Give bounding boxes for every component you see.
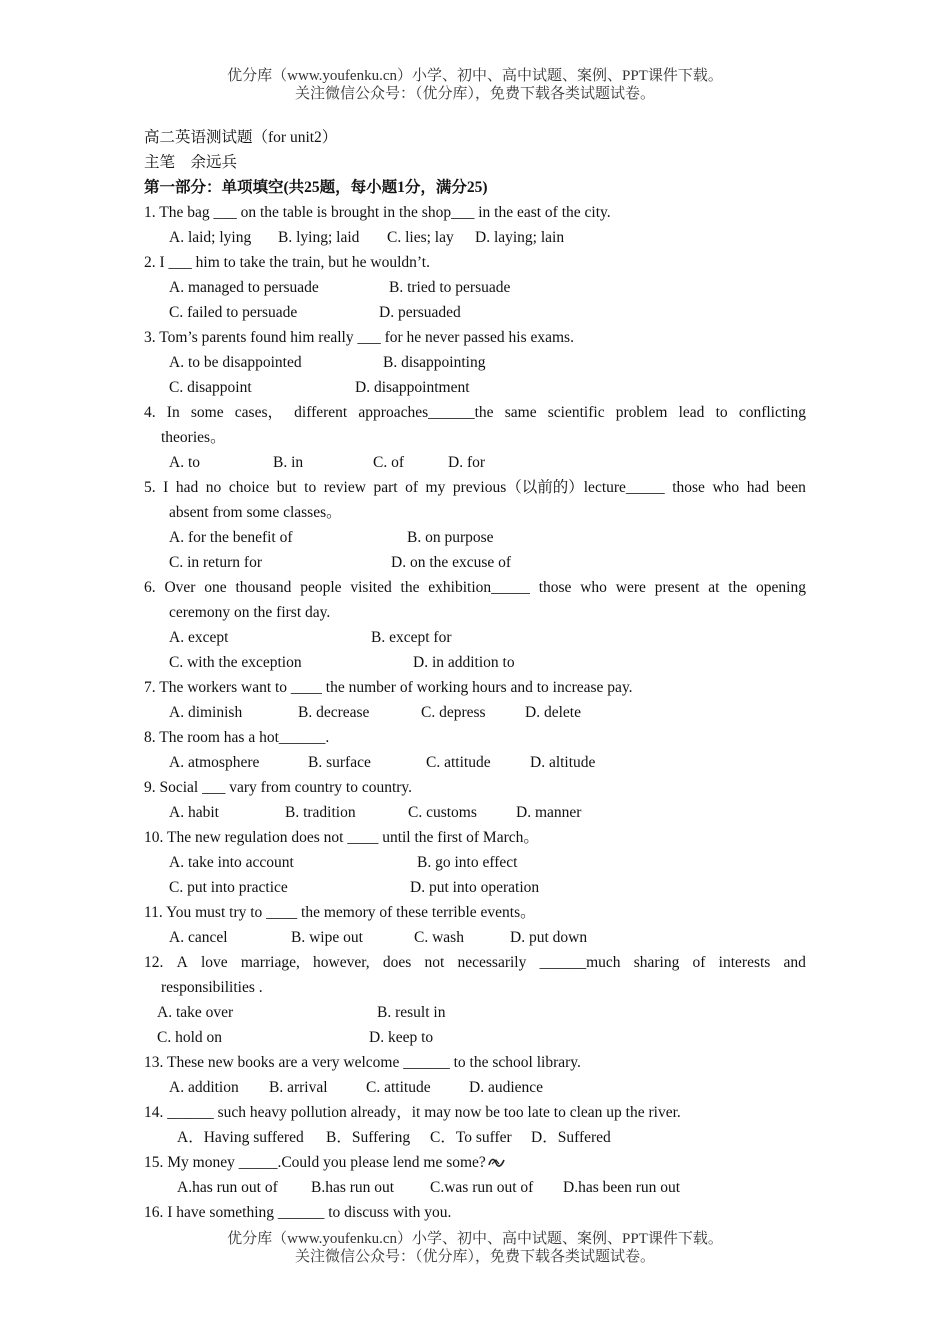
word: In — [166, 404, 180, 421]
option-b: B. tried to persuade — [389, 279, 511, 296]
option-a: A. laid; lying — [169, 229, 252, 246]
question-5-line-1 — [144, 475, 806, 500]
question-5-line-2: absent from some classes。 — [169, 504, 342, 521]
word: my — [425, 479, 446, 496]
option-b: B. surface — [308, 754, 371, 771]
word: no — [205, 479, 222, 496]
option-c: C. lies; lay — [387, 229, 454, 246]
page-header — [0, 67, 950, 103]
question-5-options-row-2 — [144, 550, 806, 575]
word: lead — [678, 404, 705, 421]
option-a: A. atmosphere — [169, 754, 260, 771]
word: exhibition_____ — [428, 579, 530, 596]
question-4-line-2: theories。 — [161, 429, 226, 446]
option-d: D. keep to — [369, 1029, 434, 1046]
question-15-text: 15. My money _____.Could you please lend me some? — [144, 1154, 486, 1171]
question-2: 2. I ___ him to take the train, but he wouldn’t. — [144, 254, 430, 271]
option-a: A. take over — [157, 1004, 234, 1021]
word: 5. — [144, 479, 156, 496]
option-c: C. hold on — [157, 1029, 223, 1046]
word: 4. — [144, 404, 156, 421]
word: of — [692, 954, 706, 971]
option-b: B. go into effect — [417, 854, 518, 871]
word: people — [300, 579, 342, 596]
question-11: 11. You must try to ____ the memory of these terrible events。 — [144, 904, 536, 921]
word: one — [204, 579, 227, 596]
option-d: D．Suffered — [531, 1129, 611, 1146]
question-1-options — [144, 225, 806, 250]
question-1: 1. The bag ___ on the table is brought in the shop___ in the east of the city. — [144, 204, 611, 221]
question-10-options-row-1 — [144, 850, 806, 875]
option-b: B. arrival — [269, 1079, 328, 1096]
document-body — [144, 125, 806, 1225]
question-6-options-row-1 — [144, 625, 806, 650]
option-d: D. laying; lain — [475, 229, 565, 246]
question-13-options — [144, 1075, 806, 1100]
word: necessarily — [457, 954, 527, 971]
word: the — [400, 579, 420, 596]
option-a: A. habit — [169, 804, 219, 821]
word: previous（以前的）lecture_____ — [452, 479, 665, 496]
footer-line-1: 优分库（www.youfenku.cn）小学、初中、高中试题、案例、PPT课件下载。 — [227, 1231, 723, 1247]
option-c: C. attitude — [366, 1079, 431, 1096]
word: were — [615, 579, 646, 596]
option-a: A. for the benefit of — [169, 529, 293, 546]
word: conflicting — [738, 404, 806, 421]
word: marriage, — [240, 954, 300, 971]
option-c: C.was run out of — [430, 1179, 534, 1196]
word: choice — [228, 479, 270, 496]
word: love — [200, 954, 228, 971]
doc-title: 高二英语测试题（for unit2） — [144, 129, 338, 146]
option-c: C. failed to persuade — [169, 304, 298, 321]
word: had — [175, 479, 199, 496]
word: interests — [718, 954, 771, 971]
option-a: A. cancel — [169, 929, 228, 946]
option-b: B. result in — [377, 1004, 446, 1021]
question-12-options-row-1 — [144, 1000, 806, 1025]
option-b: B. except for — [371, 629, 452, 646]
option-d: D. put into operation — [410, 879, 540, 896]
option-d: D. delete — [525, 704, 581, 721]
question-10: 10. The new regulation does not ____ until the first of March。 — [144, 829, 539, 846]
option-d: D. disappointment — [355, 379, 470, 396]
question-12-line-2: responsibilities . — [161, 979, 263, 996]
option-b: B. in — [273, 454, 304, 471]
option-c: C. depress — [421, 704, 486, 721]
question-15 — [144, 1150, 806, 1175]
word: cases， — [234, 404, 283, 421]
question-3-options-row-2 — [144, 375, 806, 400]
word: same — [504, 404, 537, 421]
word: 6. — [144, 579, 156, 596]
word: I — [163, 479, 169, 496]
header-line-1: 优分库（www.youfenku.cn）小学、初中、高中试题、案例、PPT课件下载。 — [227, 68, 723, 84]
option-b: B. wipe out — [291, 929, 363, 946]
option-a: A．Having suffered — [177, 1129, 304, 1146]
option-a: A.has run out of — [177, 1179, 278, 1196]
word: those — [538, 579, 572, 596]
option-d: D. on the excuse of — [391, 554, 512, 571]
option-b: B. tradition — [285, 804, 356, 821]
word: who — [580, 579, 607, 596]
question-6-options-row-2 — [144, 650, 806, 675]
question-4-options — [144, 450, 806, 475]
word: does — [382, 954, 412, 971]
word: thousand — [235, 579, 292, 596]
option-c: C. wash — [414, 929, 464, 946]
question-14-options — [144, 1125, 806, 1150]
doc-author: 主笔 余远兵 — [144, 154, 238, 171]
word: of — [405, 479, 418, 496]
option-b: B. disappointing — [383, 354, 486, 371]
question-7: 7. The workers want to ____ the number of working hours and to increase pay. — [144, 679, 633, 696]
word: those — [672, 479, 705, 496]
option-c: C. with the exception — [169, 654, 302, 671]
option-d: D. manner — [516, 804, 582, 821]
option-a: A. to be disappointed — [169, 354, 302, 371]
option-c: C．To suffer — [430, 1129, 512, 1146]
word: the — [728, 579, 748, 596]
question-9-options — [144, 800, 806, 825]
word: some — [190, 404, 224, 421]
option-b: B.has run out — [311, 1179, 395, 1196]
option-d: D.has been run out — [563, 1179, 681, 1196]
scribble-icon — [488, 1151, 506, 1176]
question-12-line-1 — [144, 950, 806, 975]
question-10-options-row-2 — [144, 875, 806, 900]
word: ______much — [539, 954, 621, 971]
option-a: A. managed to persuade — [169, 279, 319, 296]
word: problem — [615, 404, 668, 421]
option-d: D. put down — [510, 929, 588, 946]
option-a: A. addition — [169, 1079, 239, 1096]
question-5-options-row-1 — [144, 525, 806, 550]
word: who — [712, 479, 740, 496]
option-d: D. audience — [469, 1079, 544, 1096]
option-c: C. in return for — [169, 554, 262, 571]
word: different — [294, 404, 348, 421]
question-11-options — [144, 925, 806, 950]
option-c: C. of — [373, 454, 404, 471]
word: Over — [164, 579, 196, 596]
word: part — [373, 479, 398, 496]
word: visited — [350, 579, 392, 596]
option-c: C. disappoint — [169, 379, 252, 396]
option-d: D. for — [448, 454, 486, 471]
question-4-line-1 — [144, 400, 806, 425]
word: to — [304, 479, 317, 496]
word: approaches______the — [358, 404, 494, 421]
option-b: B．Suffering — [326, 1129, 411, 1146]
word: scientific — [547, 404, 605, 421]
question-16: 16. I have something ______ to discuss with you. — [144, 1204, 452, 1221]
word: A — [176, 954, 188, 971]
option-d: D. in addition to — [413, 654, 515, 671]
question-3-options-row-1 — [144, 350, 806, 375]
question-2-options-row-2 — [144, 300, 806, 325]
option-a: A. to — [169, 454, 200, 471]
question-12-options-row-2 — [144, 1025, 806, 1050]
question-3: 3. Tom’s parents found him really ___ for he never passed his exams. — [144, 329, 574, 346]
question-14: 14. ______ such heavy pollution already，it may now be too late to clean up the river. — [144, 1104, 681, 1121]
word: but — [276, 479, 297, 496]
word: opening — [756, 579, 806, 596]
question-8: 8. The room has a hot______. — [144, 729, 330, 746]
word: had — [746, 479, 770, 496]
question-6-line-1 — [144, 575, 806, 600]
word: been — [776, 479, 806, 496]
option-c: C. customs — [408, 804, 477, 821]
question-7-options — [144, 700, 806, 725]
option-d: D. altitude — [530, 754, 596, 771]
word: to — [715, 404, 728, 421]
option-a: A. diminish — [169, 704, 243, 721]
footer-line-2: 关注微信公众号：（优分库），免费下载各类试题试卷。 — [294, 1249, 655, 1265]
word: present — [654, 579, 700, 596]
option-d: D. persuaded — [379, 304, 461, 321]
word: however, — [313, 954, 370, 971]
question-9: 9. Social ___ vary from country to country. — [144, 779, 413, 796]
option-b: B. lying; laid — [278, 229, 360, 246]
word: sharing — [633, 954, 680, 971]
page-footer — [0, 1230, 950, 1266]
option-c: C. put into practice — [169, 879, 288, 896]
word: and — [783, 954, 806, 971]
option-a: A. except — [169, 629, 229, 646]
word: review — [323, 479, 366, 496]
option-c: C. attitude — [426, 754, 491, 771]
word: not — [424, 954, 445, 971]
header-line-2: 关注微信公众号：（优分库），免费下载各类试题试卷。 — [294, 86, 655, 102]
word: at — [708, 579, 720, 596]
question-8-options — [144, 750, 806, 775]
option-b: B. decrease — [298, 704, 370, 721]
question-13: 13. These new books are a very welcome ______ to the school library. — [144, 1054, 581, 1071]
option-b: B. on purpose — [407, 529, 494, 546]
section-heading: 第一部分：单项填空(共25题，每小题1分，满分25) — [144, 179, 488, 196]
word: 12. — [144, 954, 164, 971]
question-6-line-2: ceremony on the first day. — [169, 604, 331, 621]
question-15-options — [144, 1175, 806, 1200]
question-2-options-row-1 — [144, 275, 806, 300]
option-a: A. take into account — [169, 854, 294, 871]
